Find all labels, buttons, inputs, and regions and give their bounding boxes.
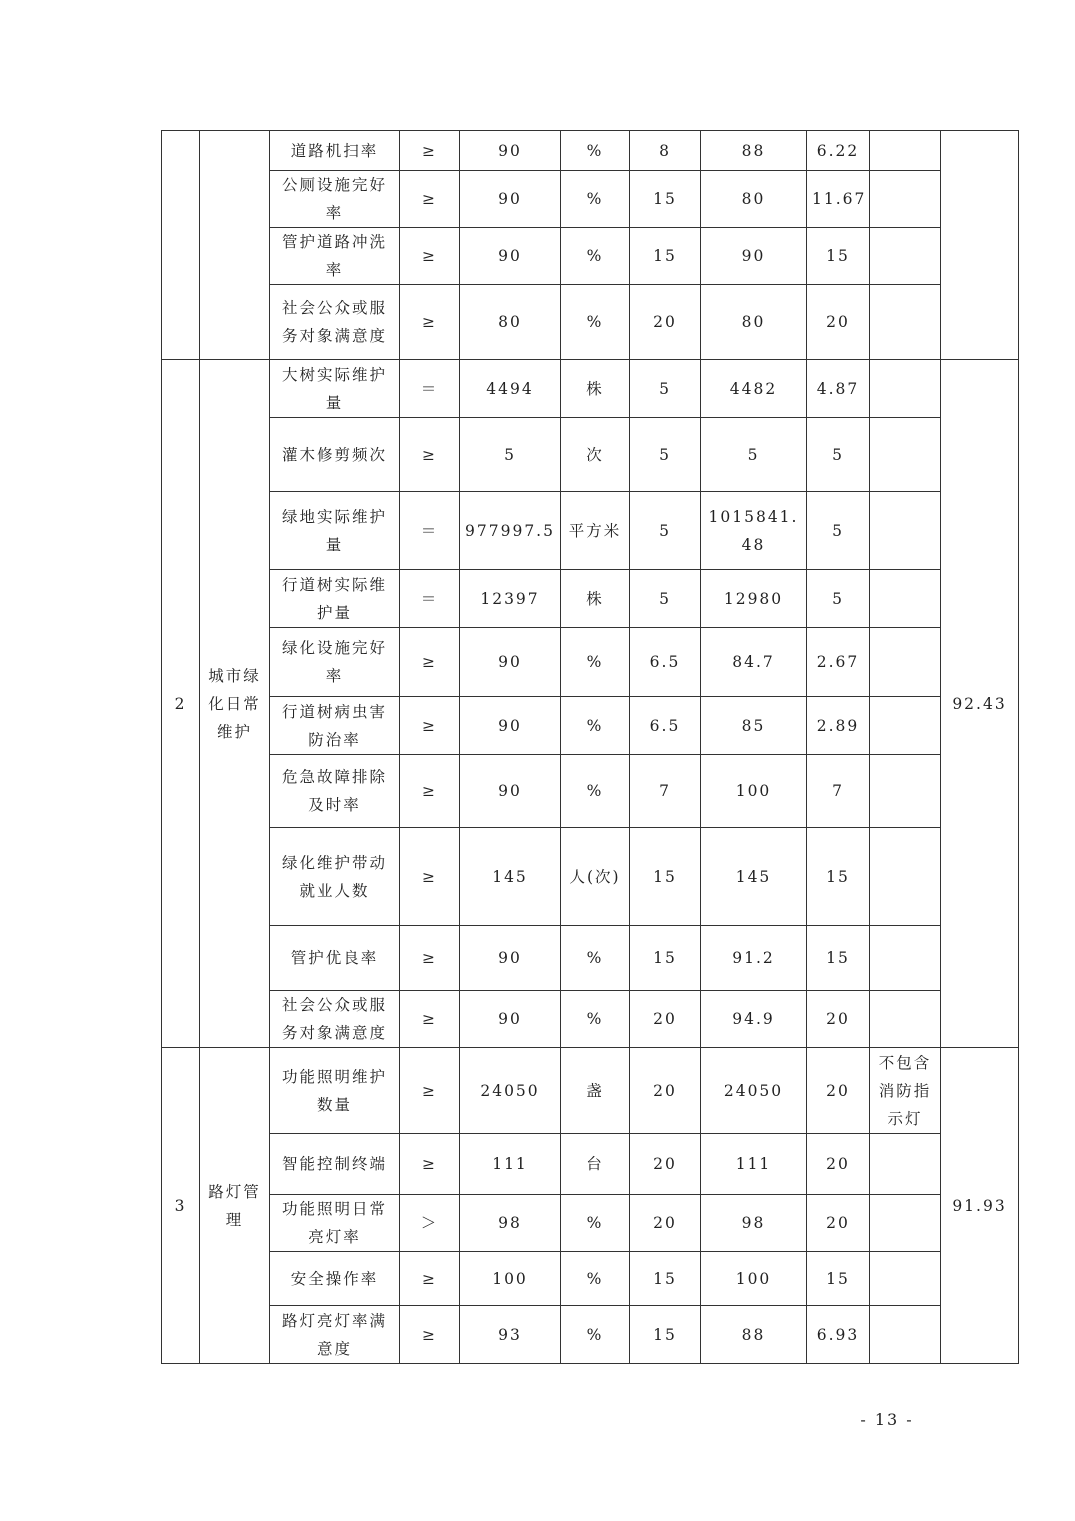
table-row: [162, 755, 1019, 828]
actual-value: 80: [701, 171, 807, 228]
unit-cell: 台: [561, 1134, 630, 1195]
unit-cell: %: [561, 228, 630, 285]
note-cell: [870, 360, 941, 418]
note-cell: [870, 828, 941, 926]
table-row: [162, 926, 1019, 991]
note-cell: [870, 285, 941, 360]
total-cell: 92.43: [941, 360, 1019, 1048]
actual-value: 100: [701, 755, 807, 828]
operator-cell: ≥: [400, 828, 460, 926]
target-value: 5: [460, 418, 561, 492]
target-value: 90: [460, 171, 561, 228]
operator-cell: ≥: [400, 1048, 460, 1134]
table-row: [162, 418, 1019, 492]
note-cell: [870, 131, 941, 171]
unit-cell: 株: [561, 570, 630, 628]
score-value: 20: [807, 1195, 870, 1252]
unit-cell: 平方米: [561, 492, 630, 570]
category-cell: 城市绿化日常维护: [200, 360, 270, 1048]
index-cell: [162, 131, 200, 360]
operator-cell: ＝: [400, 492, 460, 570]
actual-value: 84.7: [701, 628, 807, 697]
operator-cell: ≥: [400, 285, 460, 360]
operator-cell: ≥: [400, 171, 460, 228]
table-row: [162, 285, 1019, 360]
actual-value: 98: [701, 1195, 807, 1252]
operator-cell: ≥: [400, 697, 460, 755]
indicator-name: 灌木修剪频次: [270, 418, 400, 492]
note-cell: [870, 1134, 941, 1195]
weight-value: 20: [630, 991, 701, 1048]
weight-value: 7: [630, 755, 701, 828]
page-number: - 13 -: [860, 1410, 914, 1429]
unit-cell: %: [561, 1252, 630, 1306]
target-value: 145: [460, 828, 561, 926]
score-value: 5: [807, 418, 870, 492]
table-row: [162, 828, 1019, 926]
note-cell: [870, 1195, 941, 1252]
note-cell: [870, 697, 941, 755]
weight-value: 8: [630, 131, 701, 171]
operator-cell: ≥: [400, 228, 460, 285]
score-value: 5: [807, 492, 870, 570]
weight-value: 15: [630, 828, 701, 926]
total-cell: [941, 131, 1019, 360]
indicator-name: 公厕设施完好率: [270, 171, 400, 228]
score-value: 20: [807, 1048, 870, 1134]
table-row: [162, 492, 1019, 570]
note-cell: [870, 418, 941, 492]
unit-cell: %: [561, 991, 630, 1048]
unit-cell: %: [561, 926, 630, 991]
operator-cell: ≥: [400, 418, 460, 492]
operator-cell: ＝: [400, 360, 460, 418]
score-value: 7: [807, 755, 870, 828]
unit-cell: 盏: [561, 1048, 630, 1134]
note-cell: [870, 755, 941, 828]
weight-value: 15: [630, 926, 701, 991]
actual-value: 145: [701, 828, 807, 926]
target-value: 93: [460, 1306, 561, 1364]
score-value: 5: [807, 570, 870, 628]
weight-value: 20: [630, 1195, 701, 1252]
weight-value: 20: [630, 1048, 701, 1134]
operator-cell: ＝: [400, 570, 460, 628]
indicator-name: 绿化设施完好率: [270, 628, 400, 697]
unit-cell: 人(次): [561, 828, 630, 926]
indicator-name: 路灯亮灯率满意度: [270, 1306, 400, 1364]
indicator-name: 社会公众或服务对象满意度: [270, 285, 400, 360]
note-cell: [870, 171, 941, 228]
actual-value: 100: [701, 1252, 807, 1306]
weight-value: 6.5: [630, 628, 701, 697]
note-cell: [870, 991, 941, 1048]
target-value: 90: [460, 628, 561, 697]
indicator-name: 行道树实际维护量: [270, 570, 400, 628]
table-row: [162, 1306, 1019, 1364]
unit-cell: %: [561, 1195, 630, 1252]
indicator-name: 社会公众或服务对象满意度: [270, 991, 400, 1048]
indicator-name: 功能照明维护数量: [270, 1048, 400, 1134]
score-value: 6.93: [807, 1306, 870, 1364]
target-value: 90: [460, 926, 561, 991]
unit-cell: 次: [561, 418, 630, 492]
unit-cell: %: [561, 755, 630, 828]
score-value: 4.87: [807, 360, 870, 418]
note-cell: [870, 570, 941, 628]
unit-cell: %: [561, 171, 630, 228]
target-value: 4494: [460, 360, 561, 418]
note-cell: [870, 1252, 941, 1306]
actual-value: 91.2: [701, 926, 807, 991]
note-cell: [870, 228, 941, 285]
table-row: [162, 697, 1019, 755]
actual-value: 5: [701, 418, 807, 492]
operator-cell: ≥: [400, 926, 460, 991]
table-row: [162, 1048, 1019, 1134]
indicator-name: 管护优良率: [270, 926, 400, 991]
note-cell: 不包含消防指示灯: [870, 1048, 941, 1134]
indicator-name: 道路机扫率: [270, 131, 400, 171]
actual-value: 1015841.48: [701, 492, 807, 570]
indicator-name: 行道树病虫害防治率: [270, 697, 400, 755]
unit-cell: %: [561, 285, 630, 360]
weight-value: 15: [630, 228, 701, 285]
target-value: 100: [460, 1252, 561, 1306]
actual-value: 90: [701, 228, 807, 285]
target-value: 977997.5: [460, 492, 561, 570]
weight-value: 5: [630, 418, 701, 492]
target-value: 80: [460, 285, 561, 360]
weight-value: 20: [630, 1134, 701, 1195]
indicator-name: 绿化维护带动就业人数: [270, 828, 400, 926]
table-row: [162, 1252, 1019, 1306]
score-value: 15: [807, 228, 870, 285]
table-body: [162, 131, 1019, 1364]
unit-cell: %: [561, 1306, 630, 1364]
target-value: 90: [460, 228, 561, 285]
unit-cell: 株: [561, 360, 630, 418]
weight-value: 20: [630, 285, 701, 360]
note-cell: [870, 1306, 941, 1364]
performance-table: [161, 130, 1019, 1364]
note-cell: [870, 492, 941, 570]
target-value: 90: [460, 755, 561, 828]
weight-value: 5: [630, 570, 701, 628]
score-value: 6.22: [807, 131, 870, 171]
indicator-name: 大树实际维护量: [270, 360, 400, 418]
table-row: [162, 628, 1019, 697]
unit-cell: %: [561, 628, 630, 697]
index-cell: 3: [162, 1048, 200, 1364]
table-row: [162, 991, 1019, 1048]
score-value: 20: [807, 285, 870, 360]
unit-cell: %: [561, 131, 630, 171]
weight-value: 15: [630, 1306, 701, 1364]
table-row: [162, 1195, 1019, 1252]
table-row: [162, 171, 1019, 228]
category-cell: 路灯管理: [200, 1048, 270, 1364]
table-row: [162, 1134, 1019, 1195]
score-value: 15: [807, 926, 870, 991]
table-row: [162, 360, 1019, 418]
indicator-name: 危急故障排除及时率: [270, 755, 400, 828]
actual-value: 12980: [701, 570, 807, 628]
weight-value: 5: [630, 360, 701, 418]
target-value: 24050: [460, 1048, 561, 1134]
weight-value: 15: [630, 1252, 701, 1306]
operator-cell: ≥: [400, 131, 460, 171]
score-value: 20: [807, 991, 870, 1048]
actual-value: 24050: [701, 1048, 807, 1134]
operator-cell: ≥: [400, 1306, 460, 1364]
score-value: 11.67: [807, 171, 870, 228]
actual-value: 4482: [701, 360, 807, 418]
operator-cell: ≥: [400, 1252, 460, 1306]
category-cell: [200, 131, 270, 360]
weight-value: 15: [630, 171, 701, 228]
table-row: [162, 131, 1019, 171]
actual-value: 88: [701, 131, 807, 171]
score-value: 15: [807, 828, 870, 926]
target-value: 98: [460, 1195, 561, 1252]
note-cell: [870, 628, 941, 697]
score-value: 2.89: [807, 697, 870, 755]
score-value: 15: [807, 1252, 870, 1306]
operator-cell: ≥: [400, 991, 460, 1048]
index-cell: 2: [162, 360, 200, 1048]
operator-cell: ≥: [400, 755, 460, 828]
target-value: 12397: [460, 570, 561, 628]
score-value: 20: [807, 1134, 870, 1195]
total-cell: 91.93: [941, 1048, 1019, 1364]
weight-value: 5: [630, 492, 701, 570]
table-row: [162, 228, 1019, 285]
indicator-name: 安全操作率: [270, 1252, 400, 1306]
target-value: 90: [460, 991, 561, 1048]
weight-value: 6.5: [630, 697, 701, 755]
indicator-name: 智能控制终端: [270, 1134, 400, 1195]
operator-cell: ≥: [400, 628, 460, 697]
score-value: 2.67: [807, 628, 870, 697]
indicator-name: 管护道路冲洗率: [270, 228, 400, 285]
indicator-name: 功能照明日常亮灯率: [270, 1195, 400, 1252]
actual-value: 85: [701, 697, 807, 755]
actual-value: 80: [701, 285, 807, 360]
target-value: 90: [460, 131, 561, 171]
actual-value: 111: [701, 1134, 807, 1195]
unit-cell: %: [561, 697, 630, 755]
operator-cell: ≥: [400, 1134, 460, 1195]
actual-value: 94.9: [701, 991, 807, 1048]
target-value: 90: [460, 697, 561, 755]
target-value: 111: [460, 1134, 561, 1195]
operator-cell: ＞: [400, 1195, 460, 1252]
indicator-name: 绿地实际维护量: [270, 492, 400, 570]
note-cell: [870, 926, 941, 991]
actual-value: 88: [701, 1306, 807, 1364]
table-row: [162, 570, 1019, 628]
